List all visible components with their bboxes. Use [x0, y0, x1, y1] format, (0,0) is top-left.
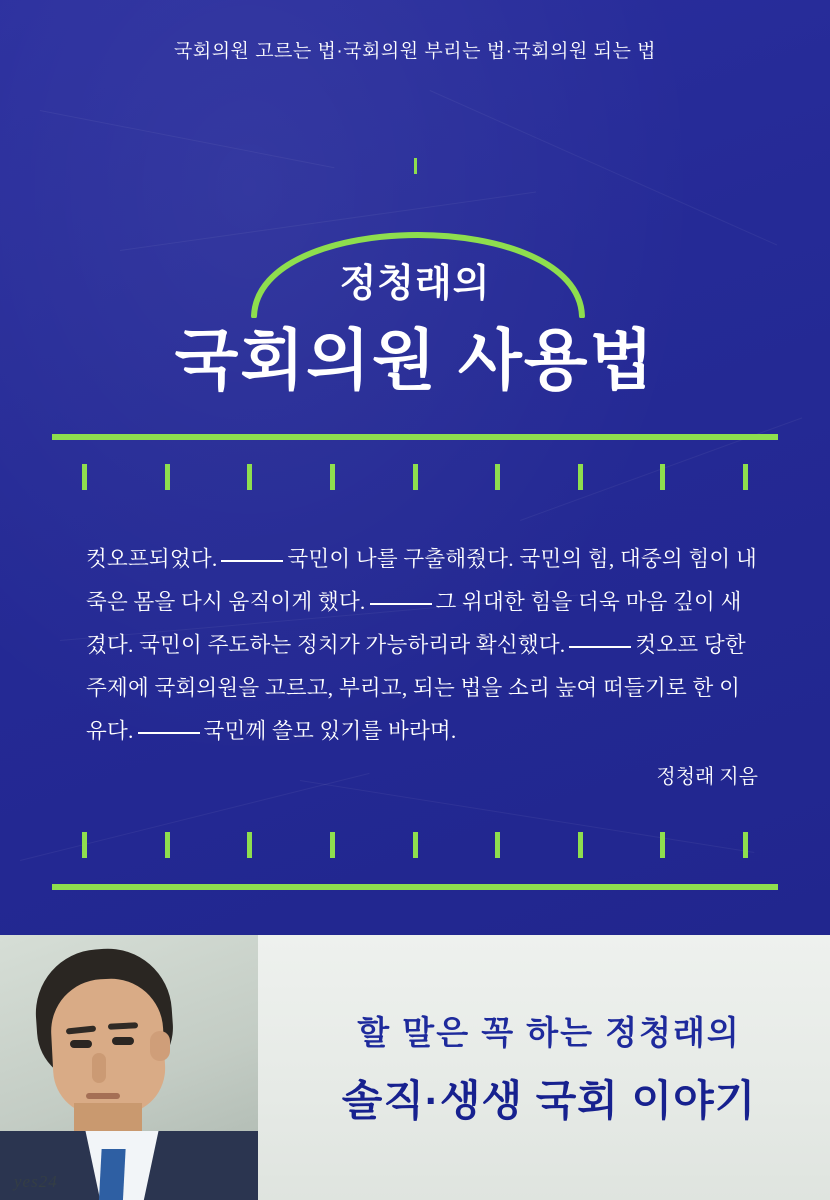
author-credit: 정청래 지음: [656, 766, 758, 788]
divider-rule-bottom: [52, 884, 778, 890]
portrait-eye-left: [70, 1040, 92, 1048]
portrait-mouth: [86, 1093, 120, 1099]
blank-line: [569, 630, 631, 648]
blank-line: [138, 716, 200, 734]
tick-mark: [743, 464, 748, 490]
blurb-segment: 그 위대한 힘을 더욱 마음 깊이: [435, 590, 716, 614]
portrait-jacket-right: [141, 1131, 258, 1200]
tick-mark: [330, 464, 335, 490]
tick-mark: [495, 464, 500, 490]
portrait-necktie: [98, 1149, 125, 1200]
portrait-nose: [92, 1053, 106, 1083]
tagline-line-2: 솔직·생생 국회 이야기: [341, 1077, 757, 1124]
tick-mark: [165, 832, 170, 858]
tick-mark: [743, 832, 748, 858]
blurb-segment: 당한 주제에 국회의원을 고르고, 부리고, 되는 법을 소리 높여 떠들기로: [86, 633, 746, 700]
portrait-ear: [150, 1031, 170, 1061]
blurb-segment: 컷오프: [635, 633, 699, 657]
blurb-segment: 국민이 나를 구출해줬다. 국민의 힘, 대중의 힘이: [287, 547, 731, 571]
texture-line: [40, 110, 335, 168]
divider-rule-top: [52, 434, 778, 440]
tick-mark: [413, 464, 418, 490]
blurb-segment: 국민께 쓸모 있기를 바라며.: [203, 719, 457, 743]
blurb-segment: 컷오프되었다.: [86, 547, 218, 571]
tick-mark: [247, 832, 252, 858]
tick-mark: [660, 832, 665, 858]
blank-line: [221, 544, 283, 562]
portrait-eye-right: [112, 1037, 134, 1045]
tick-row-top: [52, 464, 778, 490]
tick-mark: [82, 832, 87, 858]
tick-mark: [578, 832, 583, 858]
tick-mark: [82, 464, 87, 490]
tick-row-bottom: [52, 832, 778, 858]
tick-mark: [247, 464, 252, 490]
tick-mark: [578, 464, 583, 490]
book-subtitle: 정청래의: [339, 263, 491, 305]
book-title: 국회의원 사용법: [174, 323, 656, 397]
blank-line: [370, 587, 432, 605]
blurb-segment: 내 죽은 몸을 다시 움직이게 했다.: [86, 547, 757, 614]
tagline-block: [268, 935, 830, 1200]
blurb-segment: 새겼다. 국민이 주도하는 정치가 가능하리라 확신했다.: [86, 590, 742, 657]
tick-mark: [495, 832, 500, 858]
tick-mark: [165, 464, 170, 490]
tick-mark: [330, 832, 335, 858]
cover-lower-panel: [0, 935, 830, 1200]
tick-mark: [413, 832, 418, 858]
cover-blurb: [86, 538, 758, 753]
blurb-segment: 한 이유다.: [86, 676, 741, 743]
author-portrait: [0, 935, 258, 1200]
tick-mark: [660, 464, 665, 490]
watermark-label: yes24: [14, 1172, 58, 1191]
tagline-line-1: 할 말은 꼭 하는 정청래의: [357, 1014, 741, 1051]
cover-headline: 국회의원 고르는 법·국회의원 부리는 법·국회의원 되는 법: [174, 41, 656, 62]
